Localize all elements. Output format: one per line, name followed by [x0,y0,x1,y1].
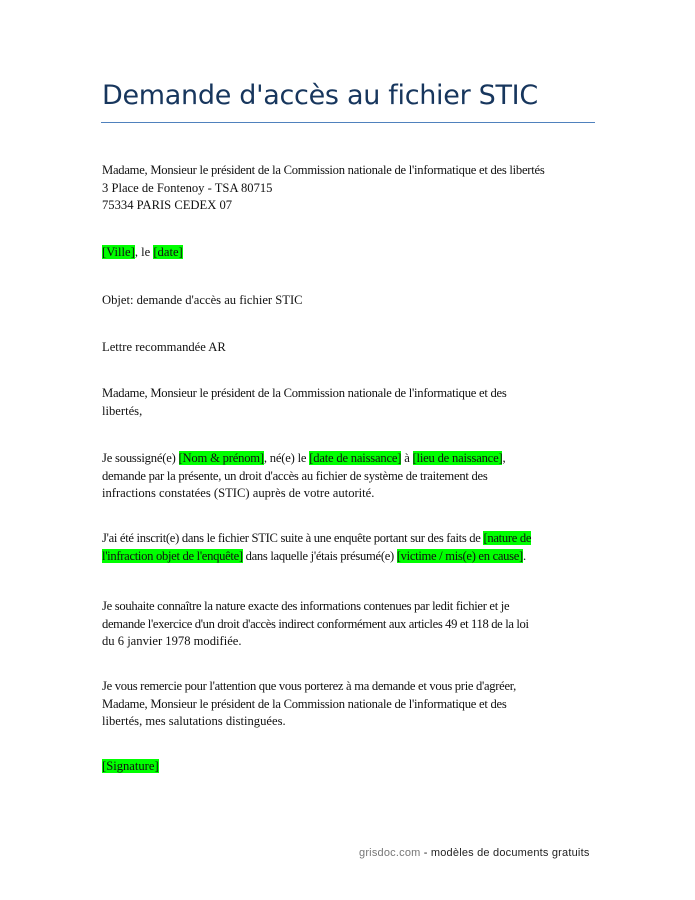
inscription-text-3: . [522,548,526,563]
identity-line-3: infractions constatées (STIC) auprès de votre autorité. [102,486,375,500]
birthdate-placeholder[interactable]: [date de naissance] [309,451,402,465]
paragraph-request [102,598,602,651]
identity-text-3: à [401,451,413,465]
city-placeholder[interactable]: [Ville] [102,245,135,259]
date-placeholder[interactable]: [date] [153,245,183,259]
paragraph-inscription [102,530,602,565]
recipient-line-3: 75334 PARIS CEDEX 07 [102,198,233,212]
salutation-line-1: Madame, Monsieur le président de la Commission nationale de l'informatique et des [102,386,507,400]
subject-line: Objet: demande d'accès au fichier STIC [102,293,303,307]
birthplace-placeholder[interactable]: [lieu de naissance] [412,451,503,465]
closing-paragraph [102,678,602,731]
closing-line-3: libertés, mes salutations distinguées. [102,714,286,728]
salutation-line-2: libertés, [102,403,143,418]
recipient-address [102,162,602,215]
inscription-text-1: J'ai été inscrit(e) dans le fichier STIC suite à une enquête portant sur des faits de [102,531,484,545]
closing-line-1: Je vous remercie pour l'attention que vous porterez à ma demande et vous prie d'agréer, [102,679,516,693]
place-date-line [102,244,602,262]
title-divider [101,122,595,123]
mail-type: Lettre recommandée AR [102,340,226,354]
offense-placeholder-part-2[interactable]: l'infraction objet de l'enquête] [102,548,243,563]
salutation [102,385,602,420]
request-line-3: du 6 janvier 1978 modifiée. [102,634,242,648]
signature-placeholder[interactable]: [Signature] [102,759,159,773]
signature-line [102,758,602,776]
identity-text-2: , né(e) le [263,451,310,465]
offense-placeholder-part-1[interactable]: [nature de [483,531,532,545]
page-title: Demande d'accès au fichier STIC [102,80,538,111]
identity-text-1: Je soussigné(e) [102,451,179,465]
identity-text-4: , [502,451,506,465]
footer-tagline: - modèles de documents gratuits [420,847,590,859]
inscription-text-2: dans laquelle j'étais présumé(e) [242,548,397,563]
closing-line-2: Madame, Monsieur le président de la Commission nationale de l'informatique et des [102,696,507,711]
role-placeholder[interactable]: [victime / mis(e) en cause] [396,548,523,563]
recipient-line-1: Madame, Monsieur le président de la Commission nationale de l'informatique et des libertés [102,163,545,177]
recipient-line-2: 3 Place de Fontenoy - TSA 80715 [102,180,273,195]
name-placeholder[interactable]: [Nom & prénom] [178,451,264,465]
footer-site-link[interactable]: grisdoc.com [359,847,421,859]
identity-line-2: demande par la présente, un droit d'accès au fichier de système de traitement des [102,468,488,483]
footer [359,847,590,859]
request-line-1: Je souhaite connaître la nature exacte des informations contenues par ledit fichier et je [102,599,510,613]
place-date-separator: , le [134,245,154,259]
paragraph-identity [102,450,602,503]
request-line-2: demande l'exercice d'un droit d'accès indirect conformément aux articles 49 et 118 de la loi [102,616,529,631]
